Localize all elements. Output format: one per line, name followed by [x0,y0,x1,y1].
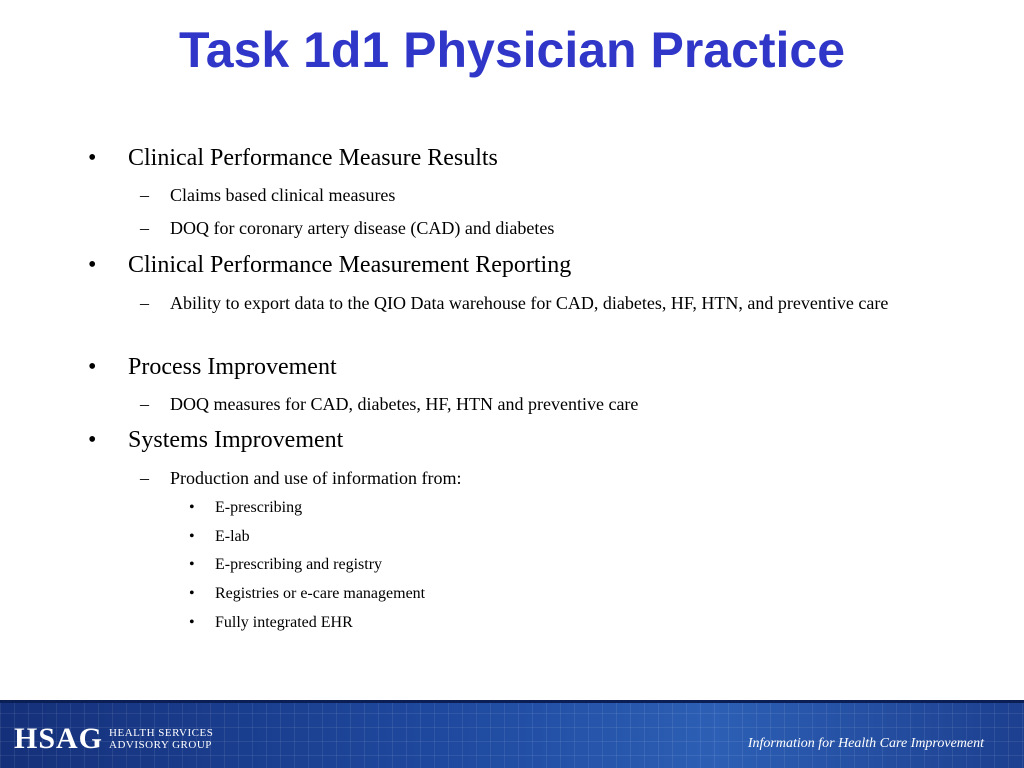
bullet-item-level-2 [0,290,950,316]
bullet-item-level-3 [0,554,915,576]
bullet-glyph: • [88,252,97,278]
bullet-glyph: • [88,427,97,453]
bullet-glyph: • [189,499,195,516]
bullet-glyph: – [140,185,149,205]
bullet-glyph: • [189,614,195,631]
bullet-text: DOQ measures for CAD, diabetes, HF, HTN and preventive care [170,394,639,414]
logo-subtitle [109,727,213,751]
bullet-glyph: • [88,354,97,380]
bullet-text: Production and use of information from: [170,468,462,488]
bullet-text: Clinical Performance Measurement Reporting [128,252,572,278]
hsag-logo [14,724,213,754]
footer-tagline: Information for Health Care Improvement [747,736,984,751]
bullet-text: Systems Improvement [128,427,344,453]
bullet-glyph: – [140,394,149,414]
bullet-item-level-2 [0,391,950,417]
footer-divider [0,700,1024,703]
bullet-item-level-2 [0,182,950,208]
bullet-item-level-2 [0,215,950,241]
bullet-item-level-1 [0,142,948,174]
bullet-item-level-1 [0,424,948,456]
bullet-item-level-2 [0,465,950,491]
bullet-text: DOQ for coronary artery disease (CAD) and diabetes [170,218,555,238]
logo-mark: HSAG [14,722,104,755]
bullet-item-level-1 [0,249,948,281]
bullet-glyph: • [189,585,195,602]
bullet-text: Clinical Performance Measure Results [128,145,498,171]
bullet-glyph: – [140,218,149,238]
bullet-text: Registries or e-care management [215,585,426,602]
bullet-item-level-3 [0,497,915,519]
bullet-item-level-3 [0,583,915,605]
bullet-glyph: – [140,293,149,313]
bullet-glyph: – [140,468,149,488]
bullet-glyph: • [189,528,195,545]
bullet-item-level-3 [0,526,915,548]
footer-bar [0,700,1024,768]
bullet-text: E-prescribing [215,499,303,516]
bullet-text: E-prescribing and registry [215,556,383,573]
logo-line-1: HEALTH SERVICES [109,727,214,739]
slide-title: Task 1d1 Physician Practice [178,22,846,78]
bullet-glyph: • [88,145,97,171]
bullet-text: Process Improvement [128,354,337,380]
bullet-glyph: • [189,556,195,573]
bullet-text: Ability to export data to the QIO Data warehouse for CAD, diabetes, HF, HTN, and preventive care [170,293,889,313]
bullet-text: Claims based clinical measures [170,185,396,205]
logo-line-2: ADVISORY GROUP [109,739,212,751]
bullet-text: E-lab [215,528,250,545]
bullet-text: Fully integrated EHR [215,614,353,631]
bullet-item-level-1 [0,351,948,383]
bullet-item-level-3 [0,612,915,634]
